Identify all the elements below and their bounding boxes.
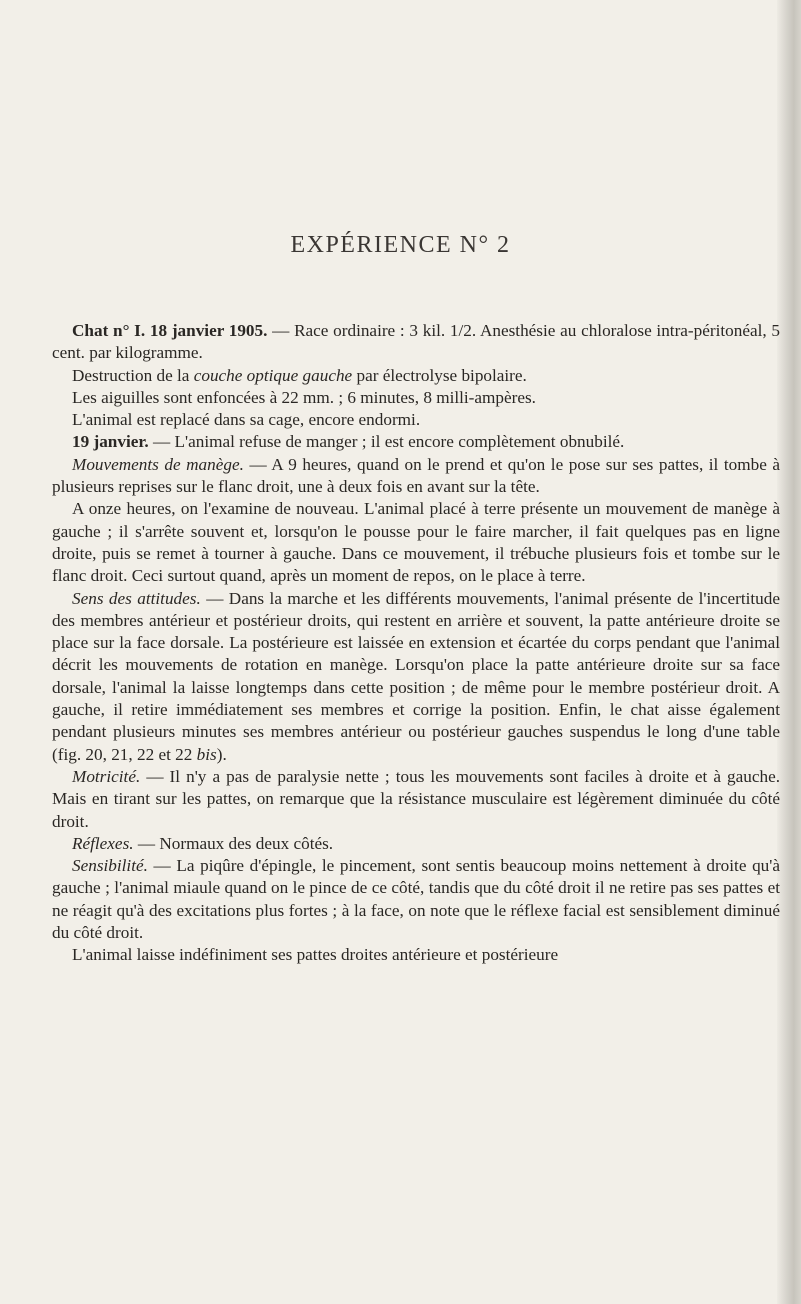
text-span: — La piqûre d'épingle, le pincement, sont sentis beaucoup moins nettement à droite qu'à gauche ; l'animal miaule quand on le pince de ce côté, tandis que du côté droit il ne retire pas ses pattes et ne réagit qu'à des excitations plus fortes ; à la face, on note que le réflexe facial est sensiblement diminué du côté droit. — [52, 856, 780, 943]
body-text — [52, 320, 780, 967]
section-heading-attitudes: Sens des attitudes. — [72, 588, 201, 608]
text-span: par électrolyse bipolaire. — [352, 365, 527, 385]
case-description: — Race ordinaire : 3 kil. 1/2. Anesthésie au chloralose intra-péritonéal, 5 cent. par kilogramme. — [52, 321, 780, 363]
text-span: — Dans la marche et les différents mouvements, l'animal présente de l'incertitude des membres antérieur et postérieur droits, qui restent en arrière et souvent, la patte antérieure droite se place sur la face dorsale. La postérieure est laissée en extension et écartée du corps pendant que l'animal décrit les mouvements de rotation en manège. Lorsqu'on place la patte antérieure droite sur sa face dorsale, l'animal la laisse longtemps dans cette position ; de même pour le membre postérieur droit. A gauche, il retire immédiatement ses membres et corrige la position. Enfin, le chat aisse également pendant plusieurs minutes ses membres antérieur ou postérieur gauches suspendus le long d'une table (fig. 20, 21, 22 et 22 — [52, 588, 780, 764]
paragraph-final: L'animal laisse indéfiniment ses pattes droites antérieure et postérieure — [72, 945, 559, 965]
paragraph-sensibilite — [52, 855, 780, 944]
text-span: — Normaux des deux côtés. — [133, 833, 334, 853]
paragraph-attitudes — [52, 588, 780, 766]
paragraph-header — [52, 320, 780, 365]
paragraph-needles: Les aiguilles sont enfoncées à 22 mm. ; 6 minutes, 8 milli-ampères. — [72, 387, 536, 407]
text-span: ). — [216, 744, 227, 764]
paragraph-reflexes — [52, 833, 780, 855]
section-heading-sensibilite: Sensibilité. — [72, 856, 148, 876]
paragraph-onze-heures: A onze heures, on l'examine de nouveau. L'animal placé à terre présente un mouvement de manège à gauche ; il s'arrête souvent et, lorsqu'on le pousse pour le faire marcher, il fait quelques pas en ligne droite, puis se remet à tourner à gauche. Dans ce mouvement, il trébuche plusieurs fois et tombe sur le flanc droit. Ceci surtout quand, après un moment de repos, on le place à terre. — [52, 499, 780, 586]
text-span: — A 9 heures, quand on le prend et qu'on le pose sur ses pattes, il tombe à plusieurs reprises sur le flanc droit, une à deux fois en avant sur la tête. — [52, 454, 780, 497]
date-heading: 19 janvier. — [72, 432, 149, 452]
paragraph-motricite — [52, 766, 780, 833]
paragraph-manege — [52, 454, 780, 499]
paragraph-destruction — [52, 365, 780, 387]
paragraph-january-19 — [52, 431, 780, 453]
text-span: Destruction de la — [72, 365, 194, 385]
paragraph-cage: L'animal est replacé dans sa cage, encore endormi. — [72, 410, 421, 430]
italic-term: couche optique gauche — [193, 365, 353, 385]
page-edge-shadow — [777, 0, 801, 1304]
section-heading-manege: Mouvements de manège. — [72, 454, 244, 474]
section-heading-motricite: Motricité. — [72, 766, 141, 786]
case-heading: Chat n° I. 18 janvier 1905. — [72, 321, 268, 340]
text-span: — L'animal refuse de manger ; il est encore complètement obnubilé. — [148, 432, 625, 452]
text-span: — Il n'y a pas de paralysie nette ; tous les mouvements sont faciles à droite et à gauche. Mais en tirant sur les pattes, on remarque que la résistance musculaire est légèrement diminuée du côté droit. — [52, 766, 780, 831]
section-heading-reflexes: Réflexes. — [72, 833, 134, 853]
page-title: EXPÉRIENCE N° 2 — [290, 232, 511, 258]
bis-label: bis — [196, 744, 217, 764]
